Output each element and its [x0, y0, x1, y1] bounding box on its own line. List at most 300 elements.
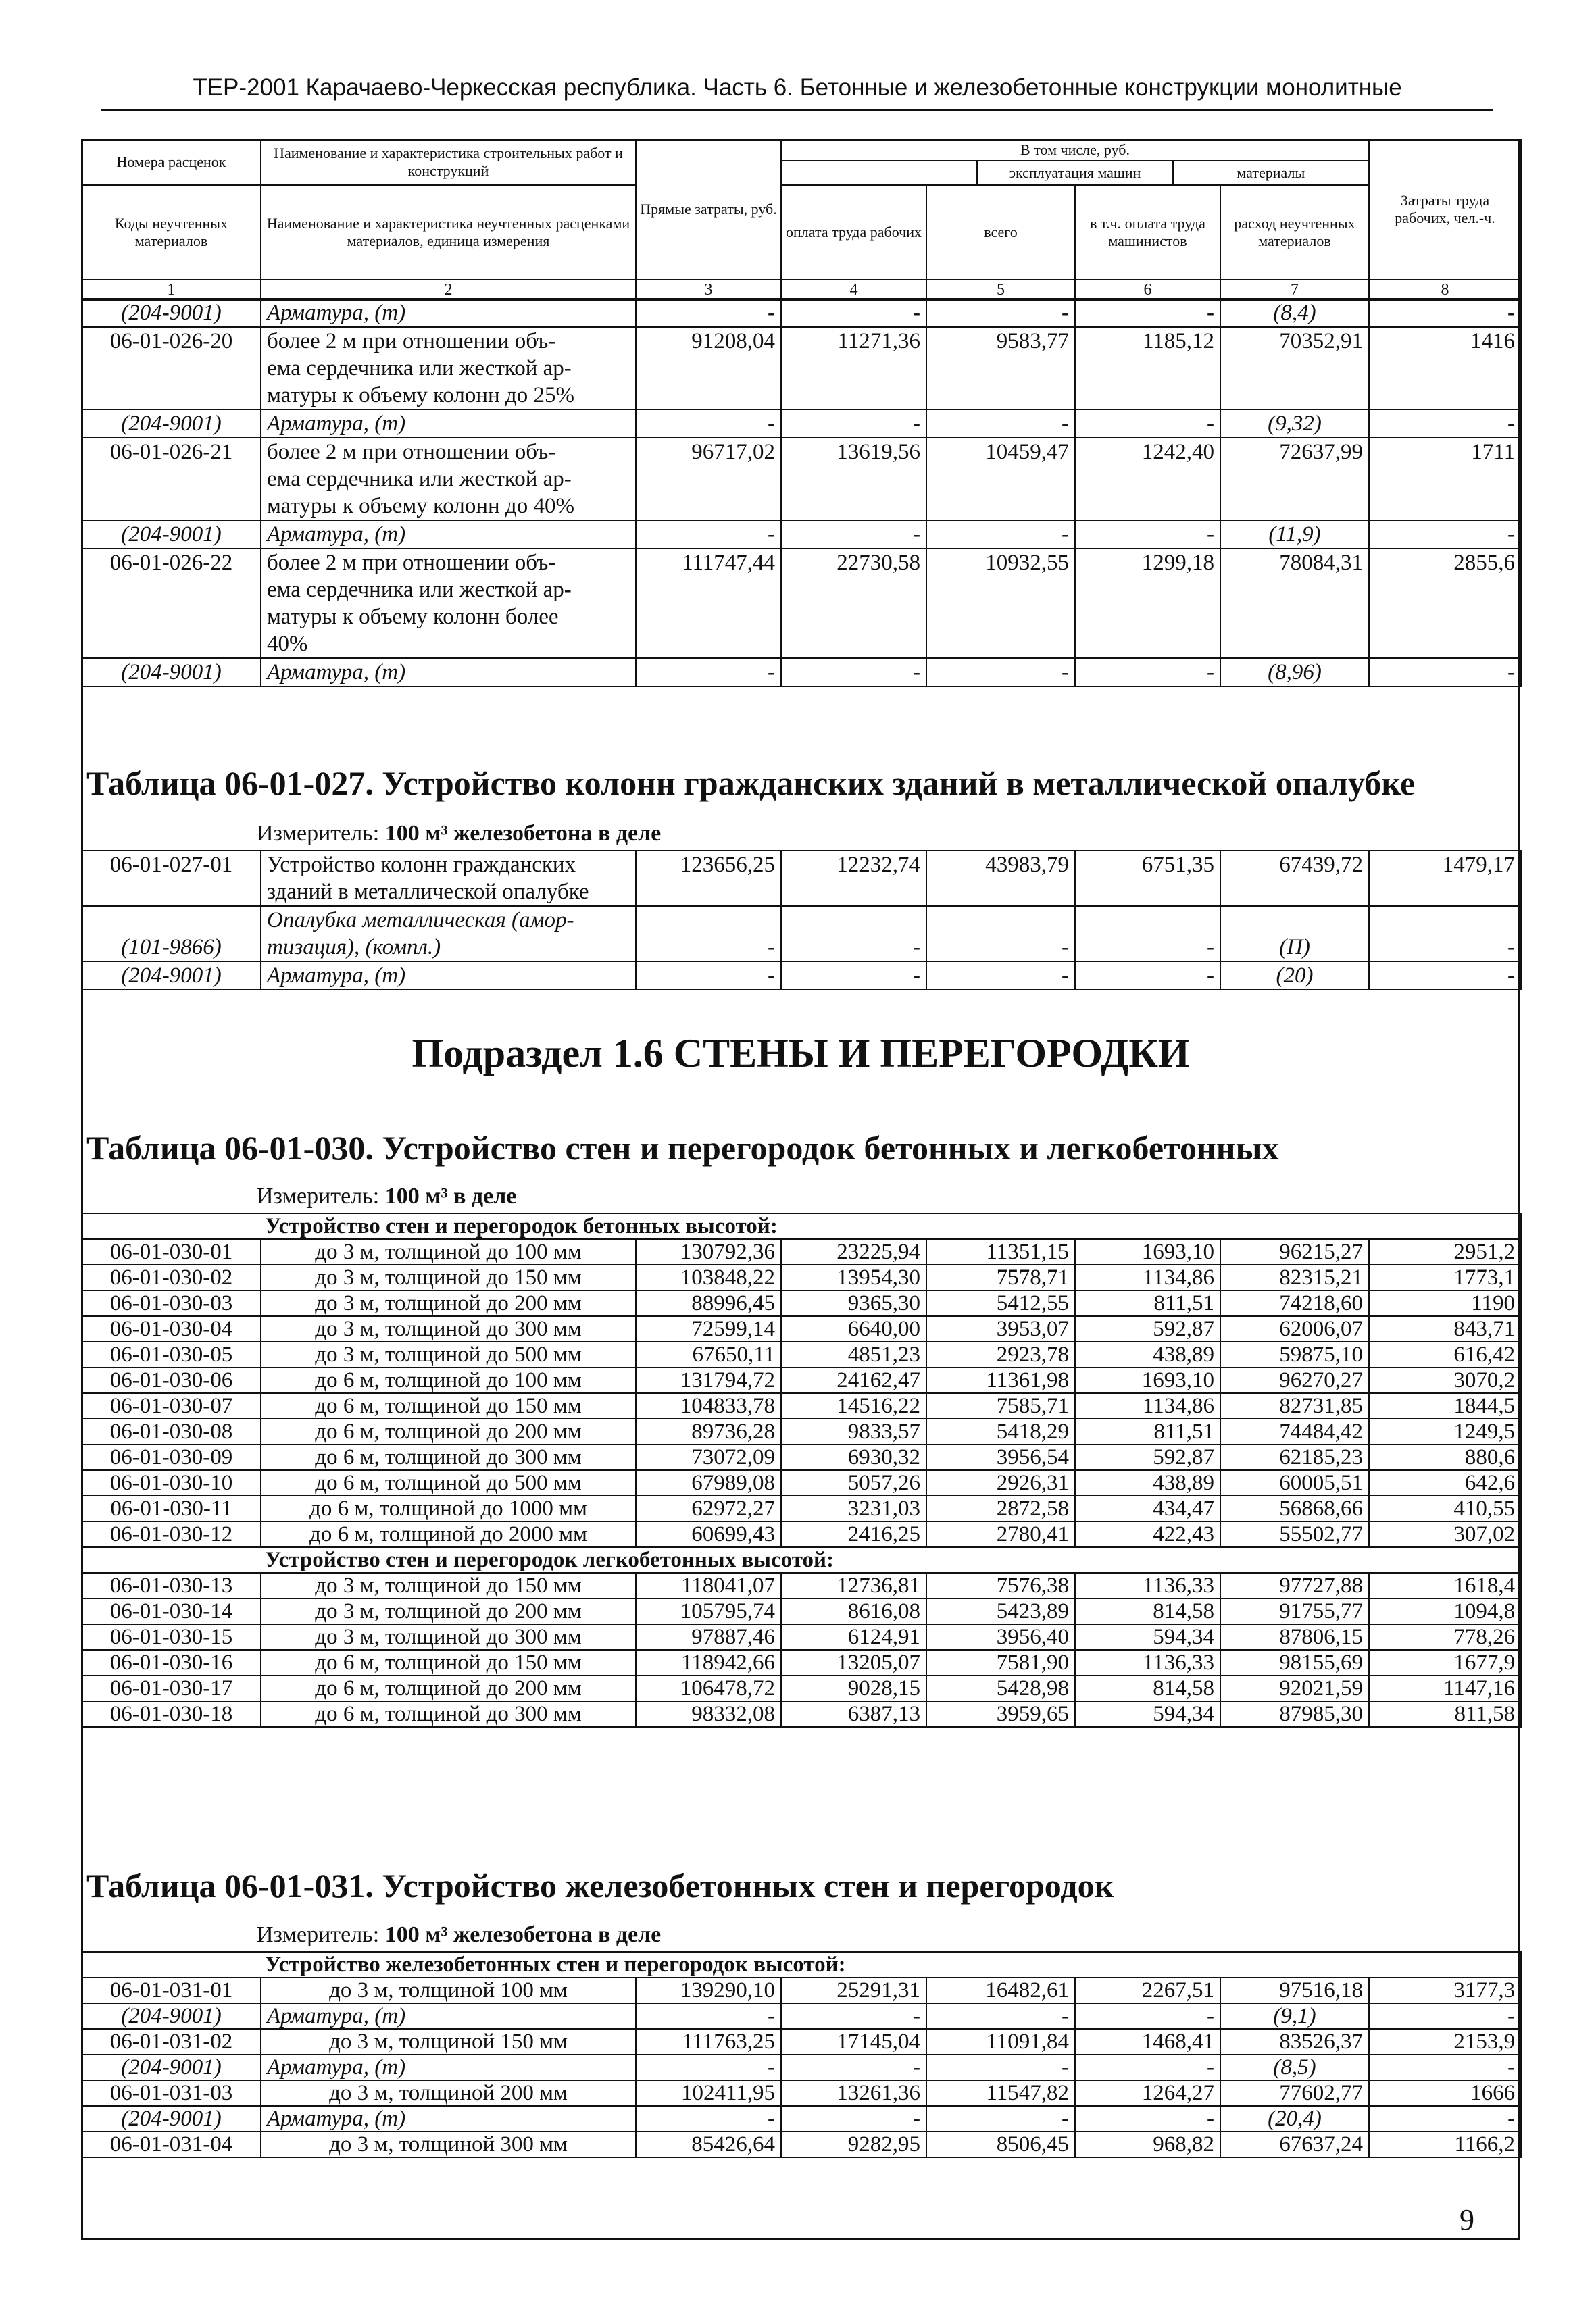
value-cell: 1299,18 [1075, 549, 1220, 658]
value-cell: 111763,25 [636, 2029, 781, 2055]
material-code: (101-9866) [82, 906, 261, 961]
value-cell: 2872,58 [926, 1496, 1075, 1521]
value-cell: - [1075, 2055, 1220, 2080]
value-cell: 97887,46 [636, 1624, 781, 1650]
value-cell: 13619,56 [781, 438, 926, 520]
value-cell: (8,5) [1220, 2055, 1369, 2080]
value-cell: 123656,25 [636, 851, 781, 906]
value-cell: 2780,41 [926, 1521, 1075, 1547]
value-cell: 23225,94 [781, 1239, 926, 1265]
value-cell: 17145,04 [781, 2029, 926, 2055]
value-cell: - [1075, 906, 1220, 961]
value-cell: 11547,82 [926, 2080, 1075, 2106]
value-cell: 55502,77 [1220, 1521, 1369, 1547]
value-cell: - [926, 520, 1075, 549]
value-cell: 67989,08 [636, 1470, 781, 1496]
value-cell: 6640,00 [781, 1316, 926, 1342]
rate-name [261, 327, 636, 409]
value-cell: 82731,85 [1220, 1393, 1369, 1419]
rate-code: 06-01-030-11 [82, 1496, 261, 1521]
head-col2-bottom: Наименование и характеристика неучтенных расценками материалов, единица измерения [261, 185, 636, 280]
value-cell: 10459,47 [926, 438, 1075, 520]
value-cell: 307,02 [1369, 1521, 1521, 1547]
value-cell: 1166,2 [1369, 2132, 1521, 2157]
value-cell: - [781, 2003, 926, 2029]
value-cell: 1693,10 [1075, 1367, 1220, 1393]
value-cell: 97516,18 [1220, 1978, 1369, 2003]
material-name: Арматура, (т) [261, 2055, 636, 2080]
value-cell: 139290,10 [636, 1978, 781, 2003]
value-cell: (20) [1220, 961, 1369, 990]
rate-row [82, 1316, 1521, 1342]
rate-row [82, 2029, 1521, 2055]
value-cell: - [636, 2106, 781, 2132]
value-cell: 87985,30 [1220, 1701, 1369, 1727]
head-num: 7 [1220, 280, 1369, 300]
value-cell: - [1075, 2003, 1220, 2029]
name-line: зданий в металлической опалубке [267, 880, 589, 904]
value-cell: - [926, 2106, 1075, 2132]
rate-row [82, 1393, 1521, 1419]
value-cell: 7581,90 [926, 1650, 1075, 1676]
rate-row [82, 1676, 1521, 1701]
value-cell: 594,34 [1075, 1624, 1220, 1650]
name-line: тизация), (компл.) [267, 935, 441, 959]
rate-name [261, 549, 636, 658]
rate-row [82, 1496, 1521, 1521]
table-030-title: Таблица 06-01-030. Устройство стен и перегородок бетонных и легкобетонных [86, 1129, 1279, 1167]
value-cell: - [636, 2003, 781, 2029]
rate-name: до 6 м, толщиной до 300 мм [261, 1444, 636, 1470]
rate-name: до 6 м, толщиной до 500 мм [261, 1470, 636, 1496]
material-row [82, 409, 1521, 438]
value-cell: 3956,54 [926, 1444, 1075, 1470]
value-cell: - [926, 658, 1075, 686]
rate-code: 06-01-030-15 [82, 1624, 261, 1650]
value-cell: 1190 [1369, 1290, 1521, 1316]
value-cell: 11271,36 [781, 327, 926, 409]
value-cell: 811,51 [1075, 1290, 1220, 1316]
value-cell: 9282,95 [781, 2132, 926, 2157]
value-cell: 89736,28 [636, 1419, 781, 1444]
material-name [261, 299, 636, 327]
value-cell: 8506,45 [926, 2132, 1075, 2157]
value-cell: 73072,09 [636, 1444, 781, 1470]
material-code: (204-9001) [82, 2003, 261, 2029]
group-heading: Устройство стен и перегородок легкобетонных высотой: [82, 1547, 1521, 1573]
value-cell: 24162,47 [781, 1367, 926, 1393]
value-cell: (11,9) [1220, 520, 1369, 549]
value-cell: 2416,25 [781, 1521, 926, 1547]
rate-code: 06-01-027-01 [82, 851, 261, 906]
rate-code: 06-01-030-10 [82, 1470, 261, 1496]
value-cell: - [781, 299, 926, 327]
rate-code: 06-01-030-06 [82, 1367, 261, 1393]
table-031-title: Таблица 06-01-031. Устройство железобетонных стен и перегородок [86, 1867, 1114, 1905]
material-name [261, 409, 636, 438]
material-row [82, 2003, 1521, 2029]
rate-name [261, 851, 636, 906]
value-cell: (20,4) [1220, 2106, 1369, 2132]
rate-row [82, 851, 1521, 906]
material-row [82, 2055, 1521, 2080]
material-name: Арматура, (т) [261, 2003, 636, 2029]
rate-code: 06-01-030-07 [82, 1393, 261, 1419]
rate-name: до 3 м, толщиной 300 мм [261, 2132, 636, 2157]
value-cell: 1147,16 [1369, 1676, 1521, 1701]
group-heading: Устройство стен и перегородок бетонных высотой: [82, 1213, 1521, 1239]
value-cell: 88996,45 [636, 1290, 781, 1316]
material-code: (204-9001) [82, 658, 261, 686]
value-cell: 968,82 [1075, 2132, 1220, 2157]
value-cell: 616,42 [1369, 1342, 1521, 1367]
name-line: ема сердечника или жесткой ар- [267, 356, 572, 380]
value-cell: 5057,26 [781, 1470, 926, 1496]
name-line: более 2 м при отношении объ- [267, 440, 556, 464]
rate-name: до 6 м, толщиной до 150 мм [261, 1393, 636, 1419]
value-cell: 92021,59 [1220, 1676, 1369, 1701]
value-cell: 778,26 [1369, 1624, 1521, 1650]
value-cell: 12232,74 [781, 851, 926, 906]
value-cell: 13954,30 [781, 1265, 926, 1290]
name-line: более 2 м при отношении объ- [267, 329, 556, 353]
name-line: матуры к объему колонн более [267, 605, 559, 629]
value-cell: 2923,78 [926, 1342, 1075, 1367]
value-cell: 130792,36 [636, 1239, 781, 1265]
value-cell: 1666 [1369, 2080, 1521, 2106]
rate-name: до 6 м, толщиной до 150 мм [261, 1650, 636, 1676]
value-cell: 59875,10 [1220, 1342, 1369, 1367]
group-heading-row [82, 1952, 1521, 1978]
head-num: 1 [82, 280, 261, 300]
value-cell: 9833,57 [781, 1419, 926, 1444]
rate-code: 06-01-030-18 [82, 1701, 261, 1727]
value-cell: 7576,38 [926, 1573, 1075, 1599]
head-num: 3 [636, 280, 781, 300]
value-cell: 1416 [1369, 327, 1521, 409]
value-cell: 1134,86 [1075, 1265, 1220, 1290]
value-cell: - [1075, 409, 1220, 438]
value-cell: - [1369, 2106, 1521, 2132]
group-heading-row [82, 1547, 1521, 1573]
table-031-measure: Измеритель: 100 м³ железобетона в деле [257, 1922, 662, 1947]
value-cell: 22730,58 [781, 549, 926, 658]
rate-code: 06-01-030-13 [82, 1573, 261, 1599]
value-cell: 438,89 [1075, 1342, 1220, 1367]
value-cell: - [926, 2003, 1075, 2029]
value-cell: 118041,07 [636, 1573, 781, 1599]
rate-row [82, 1573, 1521, 1599]
value-cell: 1618,4 [1369, 1573, 1521, 1599]
value-cell: - [636, 961, 781, 990]
value-cell: 102411,95 [636, 2080, 781, 2106]
head-num: 6 [1075, 280, 1220, 300]
rate-code: 06-01-030-16 [82, 1650, 261, 1676]
head-group-materials: материалы [1237, 164, 1305, 181]
rate-code: 06-01-030-09 [82, 1444, 261, 1470]
material-code: (204-9001) [82, 2055, 261, 2080]
value-cell: 83526,37 [1220, 2029, 1369, 2055]
value-cell: - [1369, 520, 1521, 549]
value-cell: 131794,72 [636, 1367, 781, 1393]
rate-code: 06-01-030-04 [82, 1316, 261, 1342]
value-cell: - [636, 2055, 781, 2080]
rate-code: 06-01-030-02 [82, 1265, 261, 1290]
value-cell: 98155,69 [1220, 1650, 1369, 1676]
value-cell: 1264,27 [1075, 2080, 1220, 2106]
rate-name: до 6 м, толщиной до 1000 мм [261, 1496, 636, 1521]
value-cell: 1185,12 [1075, 327, 1220, 409]
head-col2-top: Наименование и характеристика строительных работ и конструкций [261, 139, 636, 185]
material-name [261, 520, 636, 549]
value-cell: 8616,08 [781, 1599, 926, 1624]
rate-name: до 6 м, толщиной до 200 мм [261, 1676, 636, 1701]
value-cell: 1134,86 [1075, 1393, 1220, 1419]
rate-row [82, 1239, 1521, 1265]
rate-name: до 3 м, толщиной до 300 мм [261, 1624, 636, 1650]
value-cell: 67439,72 [1220, 851, 1369, 906]
value-cell: - [1075, 961, 1220, 990]
value-cell: 5423,89 [926, 1599, 1075, 1624]
value-cell: 6751,35 [1075, 851, 1220, 906]
value-cell: - [781, 2106, 926, 2132]
head-col6: в т.ч. оплата труда машинистов [1075, 185, 1220, 280]
value-cell: 1693,10 [1075, 1239, 1220, 1265]
rate-row [82, 1701, 1521, 1727]
head-col7: расход неучтенных материалов [1220, 185, 1369, 280]
value-cell: 74484,42 [1220, 1419, 1369, 1444]
rate-row [82, 1265, 1521, 1290]
value-cell: (9,1) [1220, 2003, 1369, 2029]
value-cell: 103848,22 [636, 1265, 781, 1290]
value-cell: - [781, 658, 926, 686]
rate-row [82, 438, 1521, 520]
name-line: Устройство колонн гражданских [267, 853, 576, 877]
value-cell: 60699,43 [636, 1521, 781, 1547]
group-heading-row [82, 1213, 1521, 1239]
value-cell: 105795,74 [636, 1599, 781, 1624]
value-cell: - [636, 658, 781, 686]
value-cell: 422,43 [1075, 1521, 1220, 1547]
rate-row [82, 1470, 1521, 1496]
value-cell: - [636, 409, 781, 438]
rates-table-031 [81, 1951, 1522, 2158]
value-cell: 62006,07 [1220, 1316, 1369, 1342]
head-col1-top: Номера расценок [82, 139, 261, 185]
value-cell: 1844,5 [1369, 1393, 1521, 1419]
value-cell: 1773,1 [1369, 1265, 1521, 1290]
value-cell: - [1369, 409, 1521, 438]
value-cell: 118942,66 [636, 1650, 781, 1676]
material-name [261, 961, 636, 990]
value-cell: 7585,71 [926, 1393, 1075, 1419]
rate-code: 06-01-031-04 [82, 2132, 261, 2157]
name-line: Арматура, (т) [267, 301, 406, 325]
value-cell: 438,89 [1075, 1470, 1220, 1496]
running-title: ТЕР-2001 Карачаево-Черкесская республика. Часть 6. Бетонные и железобетонные конструкции монолитные [193, 74, 1402, 101]
material-code: (204-9001) [82, 2106, 261, 2132]
value-cell: 434,47 [1075, 1496, 1220, 1521]
value-cell: 1711 [1369, 438, 1521, 520]
head-num: 2 [261, 280, 636, 300]
material-name [261, 906, 636, 961]
head-col5: всего [926, 185, 1075, 280]
rate-name: до 6 м, толщиной до 100 мм [261, 1367, 636, 1393]
value-cell: 82315,21 [1220, 1265, 1369, 1290]
name-line: более 2 м при отношении объ- [267, 551, 556, 575]
value-cell: - [1369, 906, 1521, 961]
value-cell: (8,4) [1220, 299, 1369, 327]
rate-code: 06-01-031-02 [82, 2029, 261, 2055]
value-cell: 85426,64 [636, 2132, 781, 2157]
value-cell: 811,51 [1075, 1419, 1220, 1444]
value-cell: 96270,27 [1220, 1367, 1369, 1393]
value-cell: 78084,31 [1220, 549, 1369, 658]
rate-name: до 3 м, толщиной до 150 мм [261, 1265, 636, 1290]
rate-code: 06-01-030-08 [82, 1419, 261, 1444]
rate-code: 06-01-026-21 [82, 438, 261, 520]
value-cell: 77602,77 [1220, 2080, 1369, 2106]
value-cell: 6387,13 [781, 1701, 926, 1727]
rate-row [82, 1624, 1521, 1650]
material-name [261, 658, 636, 686]
value-cell: 98332,08 [636, 1701, 781, 1727]
material-row [82, 961, 1521, 990]
value-cell: 3959,65 [926, 1701, 1075, 1727]
value-cell: - [781, 520, 926, 549]
value-cell: - [1075, 299, 1220, 327]
value-cell: 4851,23 [781, 1342, 926, 1367]
value-cell: 12736,81 [781, 1573, 926, 1599]
rate-name: до 3 м, толщиной 200 мм [261, 2080, 636, 2106]
value-cell: 97727,88 [1220, 1573, 1369, 1599]
rates-table-026 [81, 298, 1522, 687]
value-cell: - [1369, 2003, 1521, 2029]
rate-name: до 3 м, толщиной 150 мм [261, 2029, 636, 2055]
rate-name: до 6 м, толщиной до 300 мм [261, 1701, 636, 1727]
rate-code: 06-01-030-03 [82, 1290, 261, 1316]
value-cell: 1249,5 [1369, 1419, 1521, 1444]
rate-code: 06-01-030-17 [82, 1676, 261, 1701]
value-cell: 11361,98 [926, 1367, 1075, 1393]
value-cell: 5418,29 [926, 1419, 1075, 1444]
rate-row [82, 549, 1521, 658]
value-cell: - [926, 2055, 1075, 2080]
value-cell: (П) [1220, 906, 1369, 961]
value-cell: 72599,14 [636, 1316, 781, 1342]
head-col8: Затраты труда рабочих, чел.-ч. [1369, 139, 1521, 280]
name-line: Арматура, (т) [267, 660, 406, 684]
value-cell: - [1369, 299, 1521, 327]
rate-row [82, 1419, 1521, 1444]
value-cell: 5428,98 [926, 1676, 1075, 1701]
value-cell: 2153,9 [1369, 2029, 1521, 2055]
name-line: матуры к объему колонн до 25% [267, 383, 574, 407]
rate-code: 06-01-030-01 [82, 1239, 261, 1265]
value-cell: 16482,61 [926, 1978, 1075, 2003]
material-row [82, 2106, 1521, 2132]
head-num: 4 [781, 280, 926, 300]
name-line: ема сердечника или жесткой ар- [267, 578, 572, 602]
value-cell: 70352,91 [1220, 327, 1369, 409]
value-cell: 13261,36 [781, 2080, 926, 2106]
material-name: Арматура, (т) [261, 2106, 636, 2132]
value-cell: 811,58 [1369, 1701, 1521, 1727]
value-cell: 91755,77 [1220, 1599, 1369, 1624]
value-cell: 10932,55 [926, 549, 1075, 658]
rate-name: до 6 м, толщиной до 2000 мм [261, 1521, 636, 1547]
rate-name: до 3 м, толщиной до 500 мм [261, 1342, 636, 1367]
name-line: Опалубка металлическая (амор- [267, 908, 574, 932]
value-cell: - [926, 906, 1075, 961]
rate-code: 06-01-026-22 [82, 549, 261, 658]
value-cell: 1094,8 [1369, 1599, 1521, 1624]
value-cell: 60005,51 [1220, 1470, 1369, 1496]
value-cell: 25291,31 [781, 1978, 926, 2003]
subsection-title: Подраздел 1.6 СТЕНЫ И ПЕРЕГОРОДКИ [412, 1031, 1190, 1076]
name-line: 40% [267, 632, 308, 656]
column-header [81, 139, 1522, 301]
rate-code: 06-01-030-12 [82, 1521, 261, 1547]
value-cell: 1468,41 [1075, 2029, 1220, 2055]
value-cell: 1242,40 [1075, 438, 1220, 520]
name-line: матуры к объему колонн до 40% [267, 494, 574, 518]
material-code: (204-9001) [82, 520, 261, 549]
value-cell: - [926, 961, 1075, 990]
value-cell: - [781, 409, 926, 438]
rate-name: до 3 м, толщиной до 150 мм [261, 1573, 636, 1599]
material-row [82, 906, 1521, 961]
header-rule [101, 109, 1493, 111]
value-cell: 106478,72 [636, 1676, 781, 1701]
value-cell: 3177,3 [1369, 1978, 1521, 2003]
rate-row [82, 1650, 1521, 1676]
value-cell: 592,87 [1075, 1444, 1220, 1470]
rate-code: 06-01-031-03 [82, 2080, 261, 2106]
value-cell: 14516,22 [781, 1393, 926, 1419]
value-cell: 11091,84 [926, 2029, 1075, 2055]
head-num: 5 [926, 280, 1075, 300]
value-cell: 104833,78 [636, 1393, 781, 1419]
head-col4: оплата труда рабочих [781, 185, 926, 280]
material-code: (204-9001) [82, 961, 261, 990]
value-cell: 6124,91 [781, 1624, 926, 1650]
value-cell: 3953,07 [926, 1316, 1075, 1342]
value-cell: - [636, 520, 781, 549]
group-heading: Устройство железобетонных стен и перегородок высотой: [82, 1952, 1521, 1978]
value-cell: 7578,71 [926, 1265, 1075, 1290]
rate-code: 06-01-026-20 [82, 327, 261, 409]
value-cell: - [1369, 961, 1521, 990]
rates-table-030 [81, 1213, 1522, 1728]
material-row [82, 520, 1521, 549]
material-row [82, 658, 1521, 686]
rate-row [82, 1521, 1521, 1547]
rate-name: до 3 м, толщиной до 300 мм [261, 1316, 636, 1342]
rate-row [82, 1342, 1521, 1367]
value-cell: - [1075, 520, 1220, 549]
rate-code: 06-01-030-14 [82, 1599, 261, 1624]
page-number: 9 [1460, 2203, 1474, 2236]
value-cell: 3231,03 [781, 1496, 926, 1521]
value-cell: 87806,15 [1220, 1624, 1369, 1650]
name-line: ема сердечника или жесткой ар- [267, 467, 572, 491]
value-cell: - [1075, 2106, 1220, 2132]
value-cell: 2951,2 [1369, 1239, 1521, 1265]
value-cell: (9,32) [1220, 409, 1369, 438]
value-cell: 111747,44 [636, 549, 781, 658]
value-cell: 2855,6 [1369, 549, 1521, 658]
